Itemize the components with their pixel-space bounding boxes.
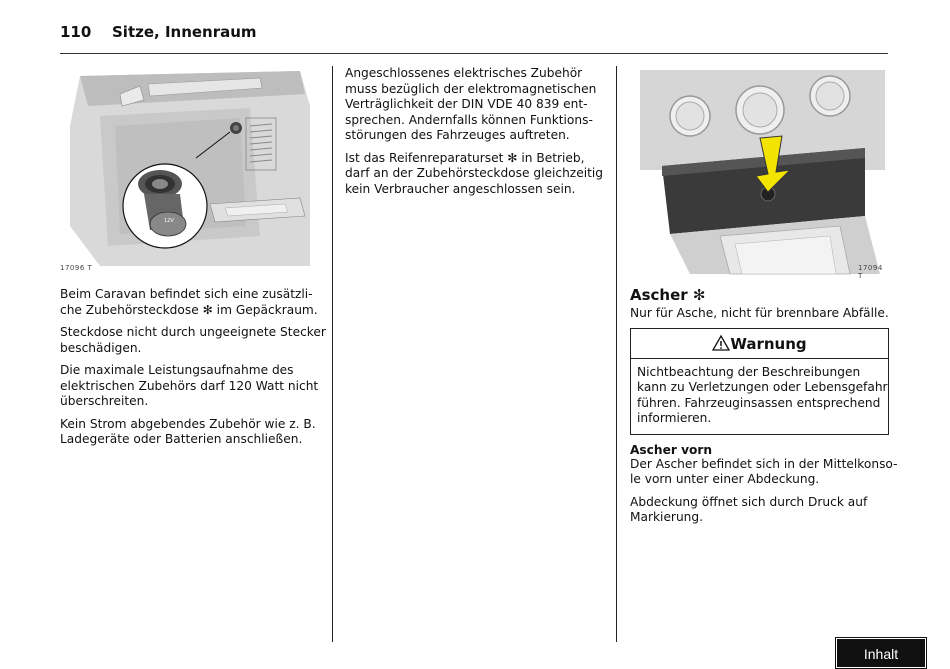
ashtray-console-icon — [630, 66, 890, 274]
ascher-heading: Ascher ✻ — [630, 286, 706, 304]
ascher-vorn-subheading: Ascher vorn — [630, 442, 713, 457]
page-header — [60, 22, 888, 54]
paragraph-emc-compliance: Angeschlossenes elektrisches Zubehör muss bezüglich der elektromagnetischen Verträglichkeit der DIN VDE 40 839 ent- sprechen. Andernfalls können Funktions- störungen des Fahrzeuges auftreten. — [345, 66, 597, 142]
paragraph-no-charging-devices: Kein Strom abgebendes Zubehör wie z. B. Ladegeräte oder Batterien anschließen. — [60, 416, 316, 446]
page-number: 110 — [60, 23, 92, 41]
warning-text: Nichtbeachtung der Beschreibungen kann zu Verletzungen oder Lebensgefahr führen. Fahrzeuginsassen entsprechend informieren. — [637, 364, 888, 425]
section-title: Sitze, Innenraum — [112, 23, 257, 41]
warning-triangle-icon — [712, 335, 730, 351]
paragraph-no-unsuitable-plugs: Steckdose nicht durch ungeeignete Stecker beschädigen. — [60, 325, 326, 355]
right-column-text — [630, 286, 898, 533]
paragraph-caravan-socket: Beim Caravan befindet sich eine zusätzli- che Zubehörsteckdose ✻ im Gepäckraum. — [60, 287, 318, 317]
paragraph-ashtray-location: Der Ascher befindet sich in der Mittelkonso- le vorn unter einer Abdeckung. — [630, 456, 898, 486]
warning-header — [631, 329, 888, 359]
socket-cap-label: 12V — [164, 218, 174, 224]
figure-code-right: 17094 T — [858, 264, 883, 280]
inhalt-button[interactable]: Inhalt — [836, 638, 926, 668]
column-divider-right — [616, 66, 617, 642]
ascher-intro: Nur für Asche, nicht für brennbare Abfälle. — [630, 306, 889, 320]
accessory-socket-icon — [60, 66, 320, 274]
cargo-socket-illustration — [60, 66, 320, 274]
left-column-text — [60, 287, 326, 455]
figure-code-left: 17096 T — [60, 264, 93, 272]
paragraph-tyre-repair-kit: Ist das Reifenreparaturset ✻ in Betrieb, darf an der Zubehörsteckdose gleichzeitig kein Verbraucher angeschlossen sein. — [345, 150, 603, 196]
paragraph-cover-opens: Abdeckung öffnet sich durch Druck auf Markierung. — [630, 494, 868, 524]
ashtray-illustration — [630, 66, 890, 280]
warning-title: Warnung — [730, 334, 807, 353]
warning-box — [630, 328, 889, 435]
column-divider-left — [332, 66, 333, 642]
middle-column-text — [345, 66, 607, 204]
paragraph-max-power: Die maximale Leistungsaufnahme des elektrischen Zubehörs darf 120 Watt nicht überschreiten. — [60, 363, 319, 408]
